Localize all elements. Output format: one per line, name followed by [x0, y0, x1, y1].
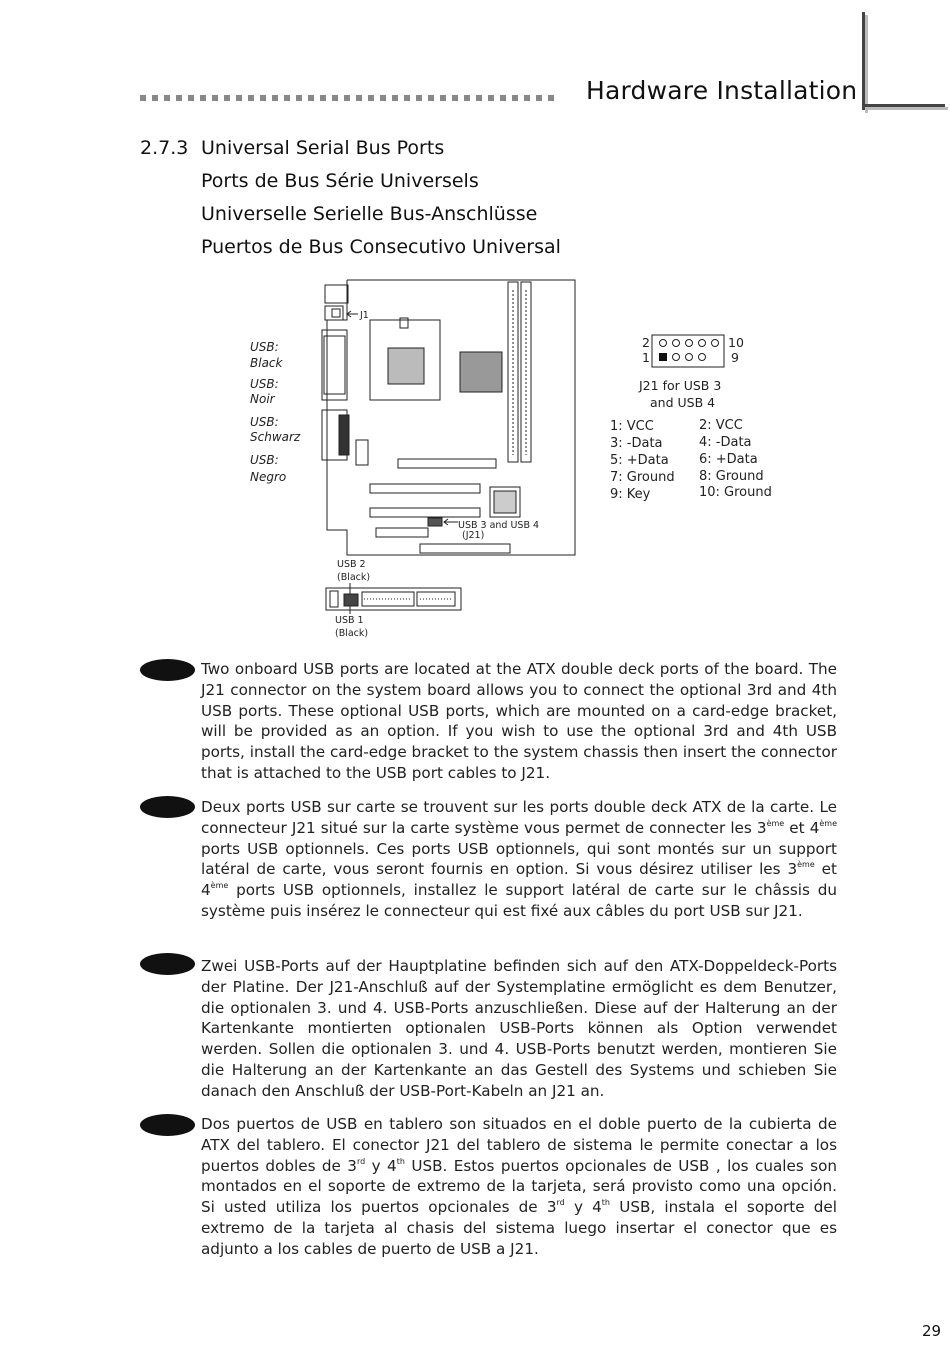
usb1-label-1: USB 1	[335, 615, 364, 626]
pinout-right-4: 8: Ground	[699, 469, 764, 484]
section-number: 2.7.3	[140, 137, 189, 159]
j1-label: J1	[360, 310, 369, 321]
pin-label-10: 10	[728, 335, 744, 350]
pin-label-9: 9	[731, 350, 739, 365]
side-label-schwarz-1: USB:	[250, 415, 279, 429]
french-bullet	[140, 796, 195, 818]
j21-board-label-1: USB 3 and USB 4	[458, 520, 540, 531]
side-label-negro-1: USB:	[250, 453, 279, 467]
page-number: 29	[922, 1322, 942, 1340]
pin-label-2: 2	[642, 335, 650, 350]
pinout-left-2: 3: -Data	[610, 436, 663, 451]
usb2-label-2: (Black)	[337, 572, 371, 583]
english-bullet	[140, 659, 195, 681]
j21-pin-header	[652, 335, 724, 367]
pinout-left-1: 1: VCC	[610, 419, 654, 434]
paragraph-english: Two onboard USB ports are located at the ATX double deck ports of the board. The J21 connector on the system board allows you to connect the optional 3rd and 4th USB ports. These optional USB ports, which are mounted on a card-edge bracket, will be provided as an option. If you wish to use the optional 3rd and 4th USB ports, install the card-edge bracket to the system chassis then insert the connector that is attached to the USB port cables to J21.	[201, 660, 837, 782]
pinout-right-2: 4: -Data	[699, 435, 752, 450]
paragraph-german: Zwei USB-Ports auf der Hauptplatine befinden sich auf den ATX-Doppeldeck-Ports der Platine. Der J21-Anschluß auf der Systemplatine ermöglicht es dem Benutzer, die optionalen 3. und 4. USB-Ports anzuschließen. Diese auf der Halterung an der Kartenkante montierten optionalen USB-Ports können als Option verwendet werden. Sollen die optionalen 3. und 4. USB-Ports benutzt werden, montieren Sie die Halterung an der Kartenkante an das Gestell des Systems und schieben Sie danach den Anschluß der USB-Port-Kabeln an J21 an.	[201, 957, 837, 1100]
header-dot-leader	[140, 95, 554, 101]
section-title-french: Ports de Bus Série Universels	[201, 170, 479, 192]
pinout-right-1: 2: VCC	[699, 418, 743, 433]
j21-board-label-2: (J21)	[462, 530, 485, 541]
usb-ports-figure	[240, 275, 800, 645]
side-label-schwarz-2: Schwarz	[250, 430, 301, 444]
pinout-right-3: 6: +Data	[699, 452, 758, 467]
pinout-left-5: 9: Key	[610, 487, 651, 502]
j21-caption-1: J21 for USB 3	[639, 378, 722, 393]
german-bullet	[140, 953, 195, 975]
paragraph-spanish: Dos puertos de USB en tablero son situados en el doble puerto de la cubierta de ATX del tablero. El conector J21 del tablero de sistema le permite conectar a los puertos dobles de 3rd y 4th USB. Estos puertos opcionales de USB , los cuales son montados en el soporte de extremo de la tarjeta, será provisto como una opción. Si usted utiliza los puertos opcionales de 3rd y 4th USB, instala el soporte del extremo de la tarjeta al chasis del sistema luego insertar el conector que es adjunto a los cables de puerto de USB a J21.	[201, 1115, 837, 1258]
paragraph-french: Deux ports USB sur carte se trouvent sur les ports double deck ATX de la carte. Le connecteur J21 situé sur la carte système vous permet de connecter les 3ème et 4ème ports USB optionnels. Ces ports USB optionnels, qui sont montés sur un support latéral de carte, vous seront fournis en option. Si vous désirez utiliser les 3ème et 4ème ports USB optionnels, installez le support latéral de carte sur le châssis du système puis insérez le connecteur qui est fixé aux câbles du port USB sur J21.	[201, 798, 837, 920]
section-title-spanish: Puertos de Bus Consecutivo Universal	[201, 236, 561, 258]
side-label-noir-2: Noir	[250, 392, 275, 406]
page-corner-mark-vertical	[862, 12, 865, 110]
header-title: Hardware Installation	[586, 76, 858, 105]
pinout-right-5: 10: Ground	[699, 485, 772, 500]
side-label-black-1: USB:	[250, 340, 279, 354]
pinout-left-4: 7: Ground	[610, 470, 675, 485]
section-title-german: Universelle Serielle Bus-Anschlüsse	[201, 203, 538, 225]
side-label-black-2: Black	[250, 356, 283, 370]
pinout-left-3: 5: +Data	[610, 453, 669, 468]
j21-caption-2: and USB 4	[650, 395, 716, 410]
side-label-noir-1: USB:	[250, 377, 279, 391]
side-label-negro-2: Negro	[250, 470, 287, 484]
usb1-label-2: (Black)	[335, 628, 369, 639]
page-corner-mark-horizontal	[865, 104, 945, 107]
section-title-english: Universal Serial Bus Ports	[201, 137, 445, 159]
spanish-bullet	[140, 1114, 195, 1136]
usb2-label-1: USB 2	[337, 559, 366, 570]
pin-label-1: 1	[642, 350, 650, 365]
